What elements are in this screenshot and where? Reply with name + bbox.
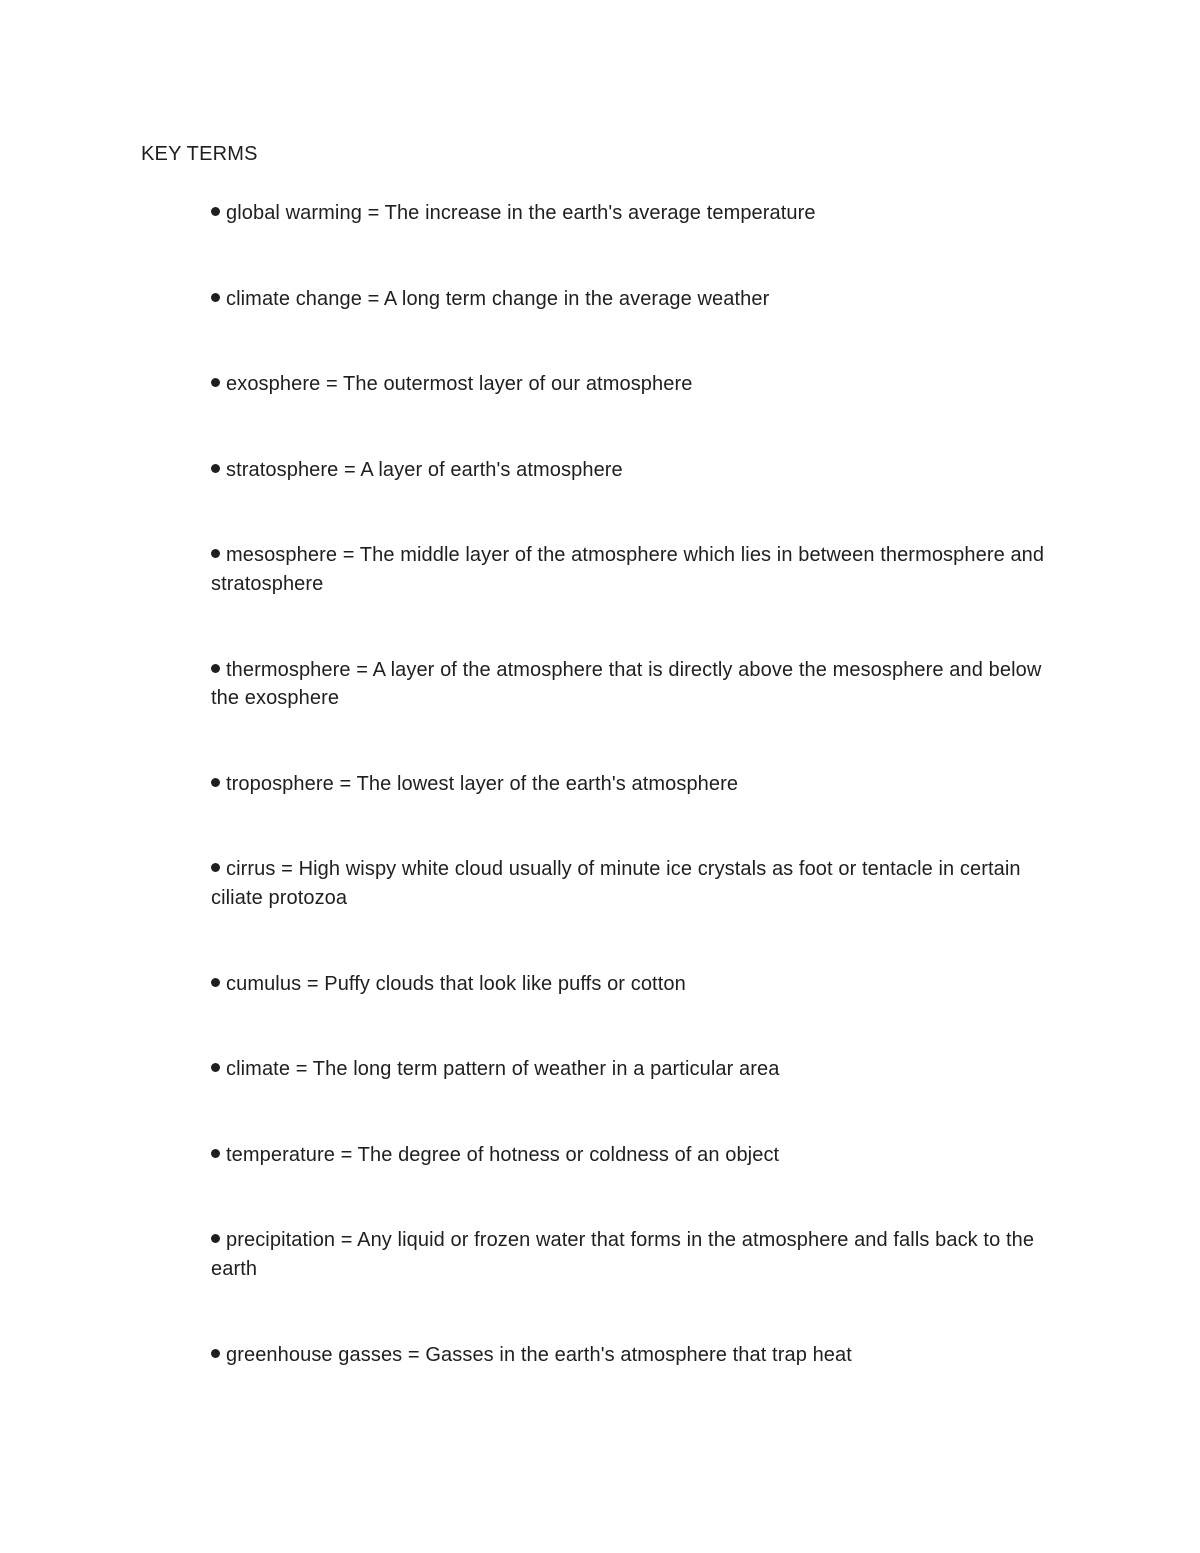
list-item bbox=[211, 456, 1071, 485]
term-definition: cirrus = High wispy white cloud usually of minute ice crystals as foot or tentacle in certain ciliate protozoa bbox=[211, 858, 1021, 909]
term-definition: precipitation = Any liquid or frozen water that forms in the atmosphere and falls back to the earth bbox=[211, 1229, 1035, 1280]
term-definition: global warming = The increase in the earth's average temperature bbox=[226, 202, 816, 224]
term-definition: stratosphere = A layer of earth's atmosphere bbox=[226, 458, 623, 481]
list-item bbox=[211, 285, 1071, 314]
list-item bbox=[211, 370, 1071, 399]
bullet-icon bbox=[211, 863, 220, 872]
term-definition: mesosphere = The middle layer of the atmosphere which lies in between thermosphere and stratosphere bbox=[211, 544, 1045, 595]
term-definition: troposphere = The lowest layer of the earth's atmosphere bbox=[226, 772, 739, 795]
key-terms-list bbox=[211, 199, 1071, 1426]
bullet-icon bbox=[211, 464, 220, 473]
term-definition: exosphere = The outermost layer of our atmosphere bbox=[226, 373, 693, 396]
list-item bbox=[211, 855, 1071, 912]
bullet-icon bbox=[211, 378, 220, 387]
list-item bbox=[211, 656, 1071, 713]
bullet-icon bbox=[211, 1063, 220, 1072]
term-definition: thermosphere = A layer of the atmosphere that is directly above the mesosphere and below the exosphere bbox=[211, 658, 1042, 710]
bullet-icon bbox=[211, 207, 220, 216]
term-definition: climate change = A long term change in the average weather bbox=[226, 287, 770, 310]
list-item bbox=[211, 1055, 1071, 1084]
list-item bbox=[211, 541, 1071, 598]
list-item bbox=[211, 199, 1071, 228]
term-definition: climate = The long term pattern of weather in a particular area bbox=[226, 1058, 780, 1081]
term-definition: greenhouse gasses = Gasses in the earth's atmosphere that trap heat bbox=[226, 1343, 852, 1366]
list-item bbox=[211, 1226, 1071, 1283]
bullet-icon bbox=[211, 1349, 220, 1358]
list-item bbox=[211, 1141, 1071, 1170]
bullet-icon bbox=[211, 1234, 220, 1243]
list-item bbox=[211, 970, 1071, 999]
list-item bbox=[211, 1341, 1071, 1370]
page-title: KEY TERMS bbox=[141, 143, 258, 165]
bullet-icon bbox=[211, 778, 220, 787]
list-item bbox=[211, 770, 1071, 799]
term-definition: cumulus = Puffy clouds that look like puffs or cotton bbox=[226, 972, 686, 995]
bullet-icon bbox=[211, 978, 220, 987]
bullet-icon bbox=[211, 293, 220, 302]
bullet-icon bbox=[211, 549, 220, 558]
bullet-icon bbox=[211, 1149, 220, 1158]
term-definition: temperature = The degree of hotness or coldness of an object bbox=[226, 1143, 780, 1166]
bullet-icon bbox=[211, 664, 220, 673]
